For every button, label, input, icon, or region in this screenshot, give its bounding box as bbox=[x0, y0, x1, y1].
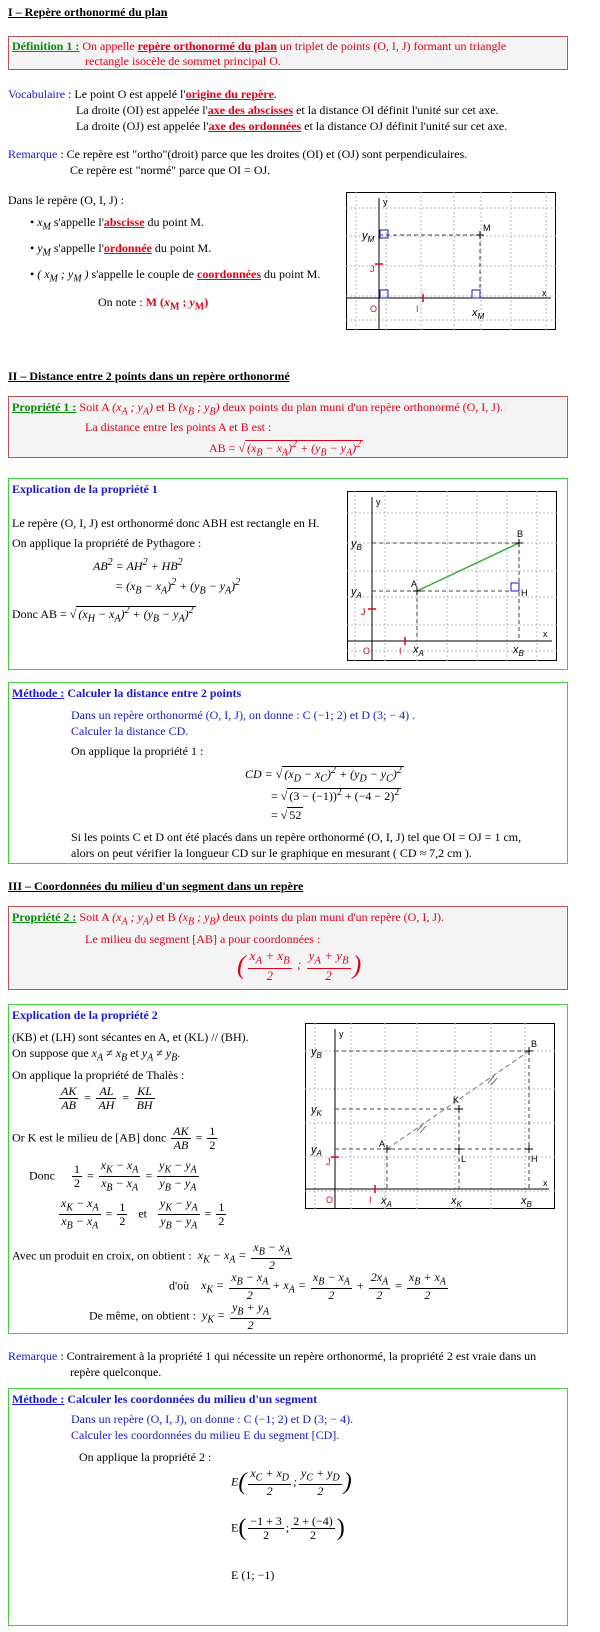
label-O: O bbox=[370, 304, 378, 314]
b1-term: abscisse bbox=[103, 215, 145, 229]
label-y: y bbox=[383, 197, 388, 207]
prop1-b: et B bbox=[152, 400, 176, 414]
definition-line1 bbox=[12, 38, 506, 54]
expl2-donc: Donc $\frac{1}{2}$ = $\frac{x_K - x_A}{x_B - x_A}$ = $\frac{y_K - y_A}{y_B - y_A}$ bbox=[29, 1158, 197, 1194]
expl2-donc-label: Donc bbox=[29, 1168, 55, 1183]
expl1-pyth1: $AB^2 = AH^2 + HB^2$ bbox=[93, 557, 183, 573]
section2-title: II – Distance entre 2 points dans un repère orthonormé bbox=[8, 369, 290, 383]
label-K: K bbox=[453, 1095, 460, 1105]
meth2-calc2: E( $\frac{-1 + 3}{2}$ ; $\frac{2 + (-4)}{2}$ ) bbox=[231, 1514, 345, 1542]
expl1-line1: Le repère (O, I, J) est orthonormé donc ABH est rectangle en H. bbox=[12, 516, 320, 530]
on-note: On note : M ($x_M$ ; $y_M$) bbox=[98, 295, 209, 313]
remark1-label: Remarque bbox=[8, 147, 58, 161]
meth1-label: Méthode : bbox=[12, 686, 65, 700]
xM-symbol: x bbox=[37, 215, 43, 229]
label-B: B bbox=[517, 529, 524, 539]
label-J: J bbox=[370, 264, 375, 274]
remark1-line2: Ce repère est "normé" parce que OI = OJ. bbox=[70, 163, 271, 177]
expl2-milieu: Or K est le milieu de [AB] donc bbox=[12, 1130, 167, 1145]
expl2-suppose: On suppose que bbox=[12, 1046, 89, 1060]
label-x: x bbox=[542, 288, 547, 298]
expl1-line2: On applique la propriété de Pythagore : bbox=[12, 536, 202, 550]
remark2-line1 bbox=[8, 1348, 536, 1364]
b2-post: du point M. bbox=[151, 241, 212, 255]
label-xA3: $x_A$ bbox=[381, 1195, 392, 1209]
graph-repere-M bbox=[346, 192, 556, 330]
label-yB3: $y_B$ bbox=[311, 1046, 322, 1060]
remark2-text: : Contrairement à la propriété 1 qui nécessite un repère orthonormé, la propriété 2 est vraie dans un bbox=[57, 1349, 537, 1363]
label-L: L bbox=[461, 1154, 467, 1164]
remark1-text: : Ce repère est "ortho"(droit) parce que les droites (OI) et (OJ) sont perpendiculaires. bbox=[57, 147, 468, 161]
meth1-title bbox=[12, 685, 241, 701]
propriete1-box bbox=[8, 396, 568, 458]
label-H3: H bbox=[531, 1154, 538, 1164]
expl2-et: et bbox=[138, 1206, 147, 1221]
vocab3-post: et la distance OJ définit l'unité sur cet axe. bbox=[301, 119, 508, 133]
meth1-calc1: CD = √ $(x_D - x_C)^2 + (y_D - y_C)^2$ bbox=[245, 765, 402, 785]
bullet-ordonnee: • $y_M$ s'appelle l'ordonnée du point M. bbox=[30, 241, 212, 259]
meth2-line1: Dans un repère (O, I, J), on donne : C (−1; 2) et D (3; − 4). bbox=[71, 1412, 354, 1426]
meth1-calc2: = √ $(3 - (-1))^2 + (-4 - 2)^2$ bbox=[271, 787, 400, 803]
b3-term: coordonnées bbox=[197, 267, 261, 281]
vocab3-text: La droite (OJ) est appelée l' bbox=[76, 119, 209, 133]
prop2-label: Propriété 2 : bbox=[12, 910, 77, 924]
definition-term: repère orthonormé du plan bbox=[137, 39, 277, 53]
meth1-heading: Calculer la distance entre 2 points bbox=[64, 686, 242, 700]
meth1-line5: alors on peut vérifier la longueur CD sur le graphique en mesurant ( CD ≈ 7,2 cm ). bbox=[71, 846, 472, 860]
expl2-line1: (KB) et (LH) sont sécantes en A, et (KL) // (BH). bbox=[12, 1030, 249, 1044]
remark2-line2: repère quelconque. bbox=[70, 1365, 162, 1379]
expl1-donc-label: Donc AB = bbox=[12, 607, 67, 621]
sub-m: M bbox=[42, 221, 51, 233]
section1-title: I – Repère orthonormé du plan bbox=[8, 5, 168, 19]
vocab-label: Vocabulaire bbox=[8, 87, 66, 101]
yM-symbol: y bbox=[37, 241, 43, 255]
expl2-title: Explication de la propriété 2 bbox=[12, 1008, 158, 1022]
remark1-line1 bbox=[8, 146, 467, 162]
on-note-label: On note : bbox=[98, 295, 143, 309]
b2-pre: s'appelle l' bbox=[50, 241, 104, 255]
label-xB: $x_B$ bbox=[513, 644, 524, 658]
expl2-line4: Or K est le milieu de [AB] donc $\frac{AK}{AB}$ = $\frac{1}{2}$ bbox=[12, 1124, 216, 1152]
definition-text-post: un triplet de points (O, I, J) formant un triangle bbox=[276, 39, 507, 53]
label-yM: $y_M$ bbox=[362, 230, 375, 244]
explication2-box bbox=[8, 1004, 568, 1334]
label-x3: x bbox=[543, 1178, 548, 1188]
meth1-calc3: = √ 52 bbox=[271, 808, 302, 822]
meth2-line3: On applique la propriété 2 : bbox=[79, 1450, 212, 1464]
expl1-donc: Donc AB = √ $(x_H - x_A)^2 + (y_B - y_A)^2$ bbox=[12, 605, 194, 625]
graph-distance-AB bbox=[347, 491, 557, 661]
label-yB: $y_B$ bbox=[351, 538, 362, 552]
vocab2-text: La droite (OI) est appelée l' bbox=[76, 103, 208, 117]
label-O2: O bbox=[363, 646, 371, 656]
label-I: I bbox=[416, 304, 419, 314]
label-O3: O bbox=[326, 1195, 334, 1205]
meth2-heading: Calculer les coordonnées du milieu d'un segment bbox=[64, 1392, 318, 1406]
prop2-line1: Propriété 2 : Soit A ($x_A$ ; $y_A$) et B ($x_B$ ; $y_B$) deux points du plan muni d'un repère (O, I, J). bbox=[12, 910, 444, 928]
prop2-a: Soit A bbox=[76, 910, 110, 924]
vocab2-term: axe des abscisses bbox=[207, 103, 294, 117]
bullet-abscisse: • $x_M$ s'appelle l'abscisse du point M. bbox=[30, 215, 204, 233]
vocab-line2 bbox=[76, 102, 499, 118]
prop2-formula: ( $\frac{x_A + x_B}{2}$ ; $\frac{y_A + y_B}{2}$ ) bbox=[237, 948, 362, 983]
prop2-b: et B bbox=[152, 910, 176, 924]
intro-repere: Dans le repère (O, I, J) : bbox=[8, 193, 124, 207]
label-yA: $y_A$ bbox=[351, 586, 362, 600]
label-I3: I bbox=[369, 1195, 372, 1205]
label-xM: $x_M$ bbox=[472, 307, 485, 321]
b3-pre: s'appelle le couple de bbox=[88, 267, 197, 281]
meth1-line1: Dans un repère orthonormé (O, I, J), on donne : C (−1; 2) et D (3; − 4) . bbox=[71, 708, 416, 722]
prop1-line2: La distance entre les points A et B est : bbox=[85, 420, 272, 434]
label-xB3: $x_B$ bbox=[521, 1195, 532, 1209]
vocab-line1 bbox=[8, 86, 277, 102]
label-A: A bbox=[411, 579, 418, 589]
definition-text: On appelle bbox=[79, 39, 138, 53]
section3-title: III – Coordonnées du milieu d'un segment dans un repère bbox=[8, 879, 304, 893]
b1-post: du point M. bbox=[144, 215, 204, 229]
definition-label: Définition 1 : bbox=[12, 39, 80, 53]
prop2-c: deux points du plan muni d'un repère (O, I, J). bbox=[219, 910, 444, 924]
meth1-line3: On applique la propriété 1 : bbox=[71, 744, 204, 758]
label-J2: J bbox=[361, 607, 366, 617]
sub-m2: M bbox=[42, 247, 51, 259]
label-J3: J bbox=[326, 1157, 331, 1167]
vocab3-term: axe des ordonnées bbox=[208, 119, 302, 133]
label-A3: A bbox=[379, 1139, 386, 1149]
prop1-line1: Propriété 1 : Soit A ($x_A$ ; $y_A$) et B ($x_B$ ; $y_B$) deux points du plan muni d'un repère orthonormé (O, I, J). bbox=[12, 400, 503, 418]
expl2-split: $\frac{x_K - x_A}{x_B - x_A}$ = $\frac{1}{2}$ et $\frac{y_K - y_A}{y_B - y_A}$ = $\frac{1}{2}$ bbox=[61, 1196, 225, 1232]
meth2-calc1: E( $\frac{x_C + x_D}{2}$ ; $\frac{y_C + y_D}{2}$ ) bbox=[231, 1466, 352, 1499]
label-xA: $x_A$ bbox=[413, 644, 424, 658]
prop1-a: Soit A bbox=[76, 400, 110, 414]
label-H: H bbox=[521, 588, 528, 598]
vocab-line3 bbox=[76, 118, 507, 134]
label-M: M bbox=[483, 223, 491, 233]
methode2-box bbox=[8, 1388, 568, 1626]
vocab1-term: origine du repère bbox=[185, 87, 274, 101]
prop1-formula: AB = √ $(x_B - x_A)^2 + (y_B - y_A)^2$ bbox=[209, 439, 362, 459]
label-yK: $y_K$ bbox=[311, 1104, 322, 1118]
expl2-croix: Avec un produit en croix, on obtient : $x_K - x_A$ = $\frac{x_B - x_A}{2}$ bbox=[12, 1240, 291, 1273]
expl2-thales: $\frac{AK}{AB}$ = $\frac{AL}{AH}$ = $\frac{KL}{BH}$ bbox=[61, 1084, 153, 1112]
expl2-meme: De même, on obtient : $y_K$ = $\frac{y_B + y_A}{2}$ bbox=[89, 1300, 270, 1333]
label-y3: y bbox=[339, 1029, 344, 1039]
label-x2: x bbox=[543, 629, 548, 639]
vocab2-post: et la distance OI définit l'unité sur cet axe. bbox=[293, 103, 499, 117]
expl2-line3: On applique la propriété de Thalès : bbox=[12, 1068, 185, 1082]
expl2-line2: On suppose que $x_A \ne x_B$ et $y_A \ne y_B$. bbox=[12, 1046, 181, 1064]
label-y2: y bbox=[376, 497, 381, 507]
meth1-line4: Si les points C et D ont été placés dans un repère orthonormé (O, I, J) tel que OI = OJ = 1 cm, bbox=[71, 830, 522, 844]
expl1-pyth2: = $(x_B - x_A)^2 + (y_B - y_A)^2$ bbox=[115, 577, 241, 597]
meth2-line2: Calculer les coordonnées du milieu E du segment [CD]. bbox=[71, 1428, 340, 1442]
b3-post: du point M. bbox=[261, 267, 321, 281]
prop2-line2: Le milieu du segment [AB] a pour coordonnées : bbox=[85, 932, 321, 946]
vocab1-post: . bbox=[273, 87, 277, 101]
expl2-croix-label: Avec un produit en croix, on obtient : bbox=[12, 1248, 192, 1263]
meth1-line2: Calculer la distance CD. bbox=[71, 724, 189, 738]
definition-line2: rectangle isocèle de sommet principal O. bbox=[85, 54, 281, 68]
meth2-title bbox=[12, 1391, 317, 1407]
label-yA3: $y_A$ bbox=[311, 1144, 322, 1158]
expl1-title: Explication de la propriété 1 bbox=[12, 482, 158, 496]
expl2-dou: d'où $x_K$ = $\frac{x_B - x_A}{2}$ + $x_A$ = $\frac{x_B - x_A}{2}$ + $\frac{2x_A}{2}$ = $\frac{x_B + x_A}{2}$ bbox=[169, 1270, 446, 1303]
explication1-box bbox=[8, 478, 568, 670]
b2-term: ordonnée bbox=[103, 241, 152, 255]
meth2-label: Méthode : bbox=[12, 1392, 65, 1406]
remark2-label: Remarque bbox=[8, 1349, 58, 1363]
methode1-box bbox=[8, 682, 568, 864]
graph-milieu-AB bbox=[305, 1023, 555, 1209]
expl2-meme-label: De même, on obtient : bbox=[89, 1308, 196, 1323]
prop1-c: deux points du plan muni d'un repère orthonormé (O, I, J). bbox=[219, 400, 503, 414]
meth2-final: E (1; −1) bbox=[231, 1568, 275, 1582]
label-B3: B bbox=[531, 1039, 538, 1049]
vocab1-text: : Le point O est appelé l' bbox=[65, 87, 186, 101]
bullet-coordonnees: • ( $x_M$ ; $y_M$ ) s'appelle le couple de coordonnées du point M. bbox=[30, 267, 321, 285]
b1-pre: s'appelle l' bbox=[50, 215, 104, 229]
definition-box bbox=[8, 36, 568, 70]
propriete2-box bbox=[8, 906, 568, 990]
prop1-label: Propriété 1 : bbox=[12, 400, 77, 414]
expl2-dou-label: d'où bbox=[169, 1278, 190, 1293]
label-I2: I bbox=[399, 646, 402, 656]
label-xK: $x_K$ bbox=[451, 1195, 462, 1209]
